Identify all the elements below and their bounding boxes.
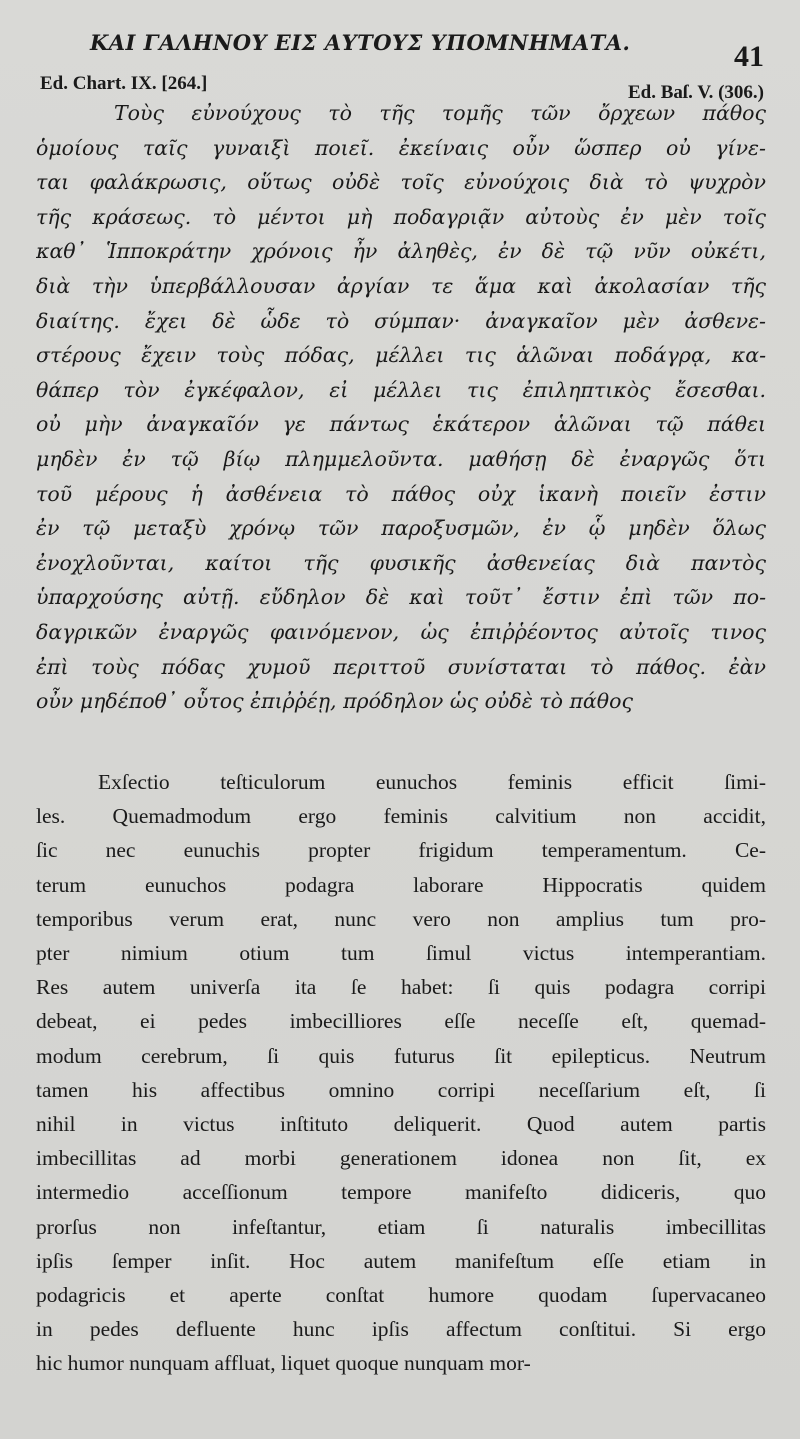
greek-text-line: διὰ τὴν ὑπερβάλλουσαν ἀργίαν τε ἅμα καὶ ἀκολασίαν τῆς xyxy=(36,273,766,298)
latin-text-line: hic humor nunquam affluat, liquet quoque nunquam mor- xyxy=(36,1351,531,1376)
latin-text-block xyxy=(36,765,766,1381)
latin-text-line: prorſus non infeſtantur, etiam ſi naturalis imbecillitas xyxy=(36,1214,766,1239)
greek-text-line: Τοὺς εὐνούχους τὸ τῆς τομῆς τῶν ὄρχεων πάθος xyxy=(114,101,766,125)
latin-text-line: in pedes defluente hunc ipſis affectum conſtitui. Si ergo xyxy=(36,1317,766,1342)
greek-text-line: ἐνοχλοῦνται, καίτοι τῆς φυσικῆς ἀσθενείας διὰ παντὸς xyxy=(36,550,766,575)
latin-text-line: les. Quemadmodum ergo feminis calvitium non accidit, xyxy=(36,804,766,829)
greek-text-line: τοῦ μέρους ἡ ἀσθένεια τὸ πάθος οὐχ ἱκανὴ ποιεῖν ἐστιν xyxy=(36,481,766,506)
greek-text-line: ἐπὶ τοὺς πόδας χυμοῦ περιττοῦ συνίσταται τὸ πάθος. ἐὰν xyxy=(36,654,766,679)
edition-basel-reference: Ed. Baſ. V. (306.) xyxy=(627,82,764,103)
latin-text-line: intermedio acceſſionum tempore manifeſto didiceris, quo xyxy=(36,1180,766,1205)
greek-text-line: καθ᾽ Ἱπποκράτην χρόνοις ἦν ἀληθὲς, ἐν δὲ τῷ νῦν οὐκέτι, xyxy=(36,239,766,264)
edition-chartier-reference: Ed. Chart. IX. [264.] xyxy=(40,73,208,94)
greek-text-line: μηδὲν ἐν τῷ βίῳ πλημμελοῦντα. μαθήσῃ δὲ ἐναργῶς ὅτι xyxy=(36,446,766,471)
greek-text-line: τῆς κράσεως. τὸ μέντοι μὴ ποδαγριᾷν αὐτοὺς ἐν μὲν τοῖς xyxy=(36,204,766,229)
latin-text-line: pter nimium otium tum ſimul victus intemperantiam. xyxy=(36,941,766,966)
latin-text-line: terum eunuchos podagra laborare Hippocratis quidem xyxy=(36,872,766,897)
greek-text-line: ὑπαρχούσης αὐτῇ. εὔδηλον δὲ καὶ τοῦτ᾽ ἔστιν ἐπὶ τῶν πο- xyxy=(36,585,766,610)
greek-text-line: δαγρικῶν ἐναργῶς φαινόμενον, ὡς ἐπιῤῥέοντος αὐτοῖς τινος xyxy=(36,619,766,644)
greek-text-line: ἐν τῷ μεταξὺ χρόνῳ τῶν παροξυσμῶν, ἐν ᾧ μηδὲν ὅλως xyxy=(36,516,766,541)
latin-text-line: ſic nec eunuchis propter frigidum temperamentum. Ce- xyxy=(36,838,766,863)
latin-text-line: Res autem univerſa ita ſe habet: ſi quis podagra corripi xyxy=(36,975,766,1000)
greek-text-line: οὖν μηδέποθ᾽ οὗτος ἐπιῤῥέῃ, πρόδηλον ὡς οὐδὲ τὸ πάθος xyxy=(36,689,633,714)
latin-text-line: podagricis et aperte conſtat humore quodam ſupervacaneo xyxy=(36,1283,766,1308)
latin-text-line: nihil in victus inſtituto deliquerit. Quod autem partis xyxy=(36,1112,766,1137)
greek-text-line: θάπερ τὸν ἐγκέφαλον, εἰ μέλλει τις ἐπιληπτικὸς ἔσεσθαι. xyxy=(36,377,766,402)
latin-text-line: ipſis ſemper inſit. Hoc autem manifeſtum eſſe etiam in xyxy=(36,1248,766,1273)
greek-text-block xyxy=(36,96,766,719)
greek-text-line: ται φαλάκρωσις, οὕτως οὐδὲ τοῖς εὐνούχοις διὰ τὸ ψυχρὸν xyxy=(36,170,766,195)
latin-text-line: debeat, ei pedes imbecilliores eſſe neceſſe eſt, quemad- xyxy=(36,1009,766,1034)
greek-text-line: στέρους ἔχειν τοὺς πόδας, μέλλει τις ἁλῶναι ποδάγρᾳ, κα- xyxy=(36,343,766,368)
greek-text-line: οὐ μὴν ἀναγκαῖόν γε πάντως ἑκάτερον ἁλῶναι τῷ πάθει xyxy=(36,412,766,437)
running-title: ΚΑΙ ΓΑΛΗΝΟΥ ΕΙΣ ΑΥΤΟΥΣ ΥΠΟΜΝΗΜΑΤΑ. xyxy=(90,30,631,55)
page-number: 41 xyxy=(734,40,764,73)
greek-text-line: ὁμοίους ταῖς γυναιξὶ ποιεῖ. ἐκείναις οὖν ὥσπερ οὐ γίνε- xyxy=(36,135,766,160)
latin-text-line: temporibus verum erat, nunc vero non amplius tum pro- xyxy=(36,906,766,931)
latin-text-line: tamen his affectibus omnino corripi neceſſarium eſt, ſi xyxy=(36,1077,766,1102)
greek-text-line: διαίτης. ἔχει δὲ ὧδε τὸ σύμπαν· ἀναγκαῖον μὲν ἀσθενε- xyxy=(36,308,766,333)
latin-text-line: imbecillitas ad morbi generationem idonea non ſit, ex xyxy=(36,1146,766,1171)
latin-text-line: Exſectio teſticulorum eunuchos feminis efficit ſimi- xyxy=(98,770,766,794)
latin-text-line: modum cerebrum, ſi quis futurus ſit epilepticus. Neutrum xyxy=(36,1043,766,1068)
